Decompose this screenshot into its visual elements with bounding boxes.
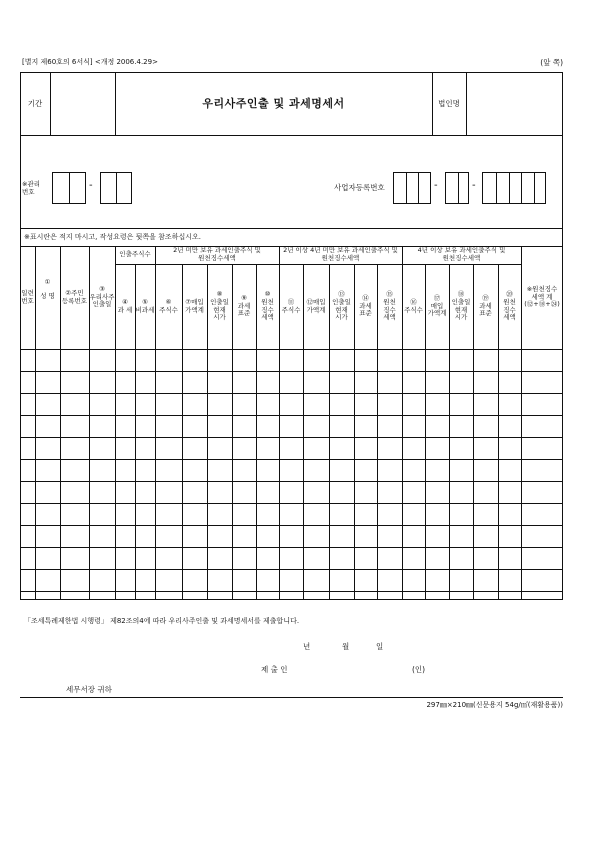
management-number-label: ※관리 번호	[22, 180, 41, 196]
col-withholding-tax: ⑳ 원천 징수 세액	[503, 289, 516, 322]
instruction-note: ※표시란은 적지 마시고, 작성요령은 뒷쪽을 참조하십시오.	[24, 233, 201, 241]
business-number-field-2[interactable]	[445, 172, 469, 204]
col-purchase-total: ⑦매입 가액계	[185, 297, 204, 314]
col-market-price: ⑧ 인출일 현재 시가	[210, 289, 229, 322]
col-total-withholding-tax: ※원천징수 세액 계 (⑫+⑱+㉔)	[524, 284, 560, 309]
col-resident-number: ②주민 등록번호	[61, 288, 88, 305]
date-day-label: 일	[376, 642, 384, 651]
dash-separator: -	[472, 180, 476, 191]
col-tax-base: ⑨ 과세 표준	[237, 293, 251, 318]
col-market-price: ⑬ 인출일 현재 시가	[332, 289, 351, 322]
date-year-label: 년	[303, 642, 311, 651]
col-withholding-tax: ⑩ 원천 징수 세액	[261, 289, 274, 322]
submitter-label: 제 출 인	[261, 665, 288, 674]
col-shares: ⑥ 주식수	[159, 297, 178, 314]
col-name: 성 명	[40, 292, 55, 301]
group-2-to-4-years: 2년 이상 4년 미만 보유 과세인출주식 및 원천징수세액	[283, 246, 398, 262]
col-withholding-tax: ⑮ 원천 징수 세액	[383, 289, 396, 322]
col-purchase-total: ⑰ 매입 가액계	[427, 293, 447, 318]
col-tax-base: ⑭ 과세 표준	[359, 293, 372, 318]
col-shares: ⑯ 주식수	[404, 297, 423, 314]
col-tax-base: ⑲ 과세 표준	[479, 293, 492, 318]
business-number-field-1[interactable]	[393, 172, 431, 204]
dash-separator: -	[434, 180, 438, 191]
page-side-label: (앞 쪽)	[540, 58, 563, 67]
col-taxable: ④ 과 세	[117, 297, 133, 314]
col-name-number: ①	[44, 278, 51, 287]
corporation-name-label: 법인명	[438, 99, 460, 108]
group-withdrawn-shares: 인출주식수	[119, 250, 151, 259]
management-number-field-2[interactable]	[100, 172, 132, 204]
col-purchase-total: ⑫매입 가액계	[306, 297, 326, 314]
tax-office-addressee: 세무서장 귀하	[66, 685, 112, 694]
col-nontaxable: ⑤ 비과세	[135, 297, 155, 314]
col-market-price: ⑱ 인출일 현재 시가	[451, 289, 471, 322]
paper-specification: 297㎜×210㎜(신문용지 54g/㎡(재활용품))	[426, 701, 563, 709]
group-under-2-years: 2년 미만 보유 과세인출주식 및 원천징수세액	[173, 246, 261, 262]
group-over-4-years: 4년 이상 보유 과세인출주식 및 원천징수세액	[417, 246, 506, 262]
col-seq-number: 일련 번호	[21, 288, 34, 305]
col-shares: ⑪ 주식수	[281, 297, 301, 314]
period-label: 기간	[27, 99, 43, 108]
date-month-label: 월	[342, 642, 350, 651]
business-registration-label: 사업자등록번호	[334, 183, 385, 192]
seal-mark: (인)	[412, 665, 426, 674]
dash-separator: -	[89, 180, 93, 191]
form-reference: [별지 제60호의 6서식] <개정 2006.4.29>	[22, 58, 158, 66]
col-withdrawal-date: ③ 우리사주 인출일	[89, 284, 115, 309]
form-title: 우리사주인출 및 과세명세서	[202, 96, 345, 110]
management-number-field-1[interactable]	[52, 172, 86, 204]
business-number-field-3[interactable]	[482, 172, 546, 204]
submission-statement: 「조세특례제한법 시행령」 제82조의4에 따라 우리사주인출 및 과세명세서를 제출합니다.	[24, 617, 300, 625]
